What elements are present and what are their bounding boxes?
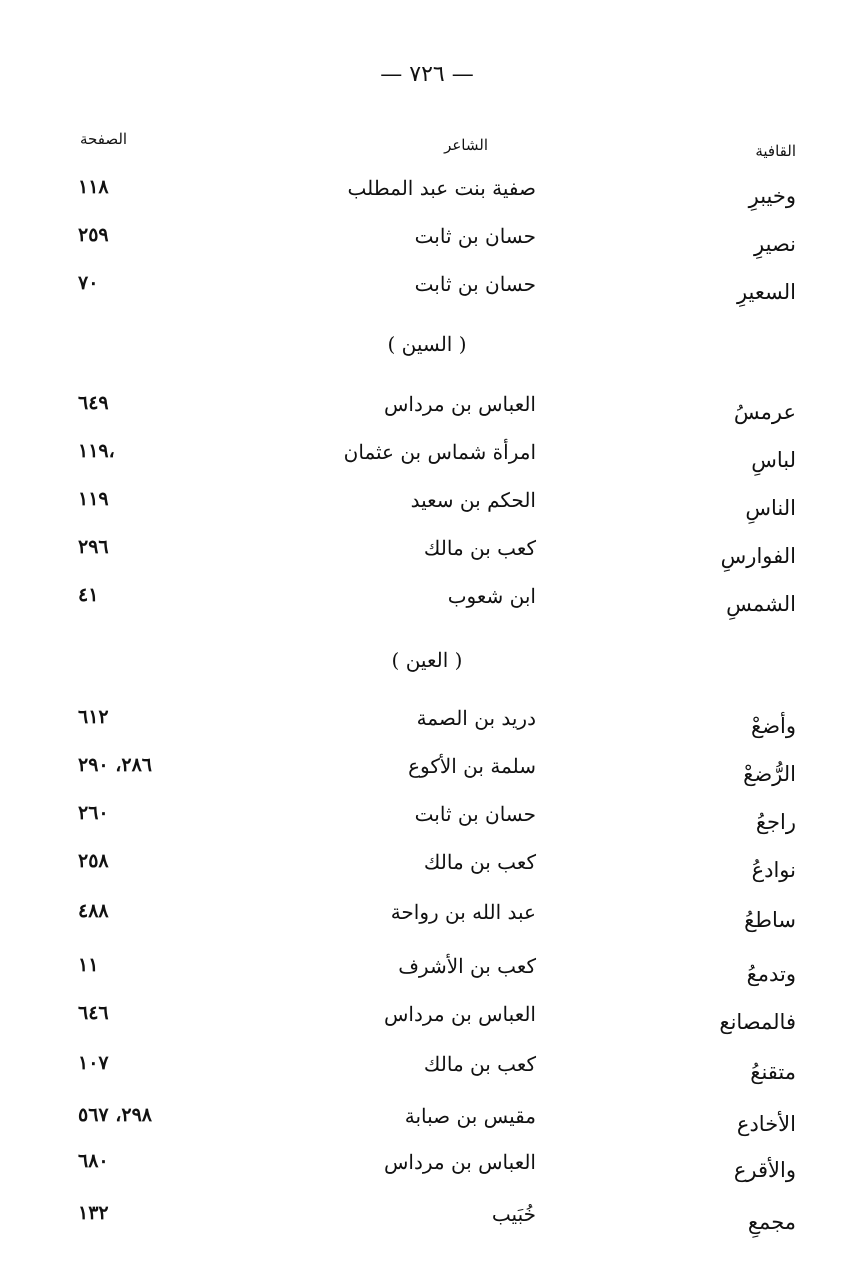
page-cell: ١١٩، <box>78 440 115 462</box>
rhyme-cell: فالمصانع <box>719 1010 796 1034</box>
table-row <box>0 1104 854 1144</box>
page-cell: ٦١٢ <box>78 706 109 728</box>
table-row <box>0 1150 854 1190</box>
table-row <box>0 1002 854 1042</box>
poet-cell: كعب بن مالك <box>423 1052 536 1076</box>
rhyme-cell: الشمسِ <box>726 592 796 616</box>
table-row <box>0 850 854 890</box>
table-row <box>0 440 854 480</box>
table-header <box>0 130 854 160</box>
page-cell: ٤٨٨ <box>78 900 109 922</box>
table-row <box>0 272 854 312</box>
poet-cell: دريد بن الصمة <box>416 706 536 730</box>
table-row <box>0 900 854 940</box>
rhyme-cell: مجمعِ <box>747 1210 796 1234</box>
section-title-seen: ( السين ) <box>387 332 467 356</box>
rhyme-cell: والأقرع <box>733 1158 796 1182</box>
poet-cell: كعب بن الأشرف <box>398 954 536 978</box>
poet-cell: الحكم بن سعيد <box>410 488 536 512</box>
page-cell: ١١ <box>78 954 99 976</box>
poet-cell: حسان بن ثابت <box>414 802 536 826</box>
page-cell: ٢٥٩ <box>78 224 109 246</box>
rhyme-cell: الأخادع <box>736 1112 796 1136</box>
page-cell: ٧٠ <box>78 272 99 294</box>
page-cell: ٦٤٩ <box>78 392 109 414</box>
page-cell: ٢٨٦، ٢٩٠ <box>78 754 152 776</box>
table-row <box>0 488 854 528</box>
poet-cell: مقيس بن صبابة <box>404 1104 536 1128</box>
header-page: الصفحة <box>80 130 128 148</box>
page-cell: ٢٥٨ <box>78 850 109 872</box>
table-row <box>0 954 854 994</box>
page-cell: ١١٩ <box>78 488 109 510</box>
page-cell: ١٠٧ <box>78 1052 109 1074</box>
poet-cell: كعب بن مالك <box>423 850 536 874</box>
page-cell: ١١٨ <box>78 176 109 198</box>
poet-cell: ابن شعوب <box>447 584 536 608</box>
rhyme-cell: لباسِ <box>751 448 796 472</box>
table-row <box>0 584 854 624</box>
page-cell: ٢٦٠ <box>78 802 109 824</box>
table-row <box>0 392 854 432</box>
table-row <box>0 802 854 842</box>
poet-cell: كعب بن مالك <box>423 536 536 560</box>
table-row <box>0 176 854 216</box>
rhyme-cell: راجعُ <box>755 810 796 834</box>
table-row <box>0 224 854 264</box>
rhyme-cell: الناسِ <box>745 496 796 520</box>
header-poet: الشاعر <box>444 136 488 154</box>
table-row <box>0 1202 854 1242</box>
rhyme-cell: نصيرِ <box>754 232 796 256</box>
rhyme-cell: ساطعُ <box>744 908 796 932</box>
page-cell: ٢٩٨، ٥٦٧ <box>78 1104 152 1126</box>
rhyme-cell: السعيرِ <box>736 280 796 304</box>
rhyme-cell: عرمسُ <box>733 400 796 424</box>
rhyme-cell: متقنعُ <box>750 1060 796 1084</box>
poet-cell: سلمة بن الأكوع <box>408 754 536 778</box>
page-number: — ٧٢٦ — <box>380 62 474 87</box>
page-cell: ٦٤٦ <box>78 1002 109 1024</box>
rhyme-cell: الفوارسِ <box>720 544 796 568</box>
table-row <box>0 536 854 576</box>
rhyme-cell: الرُّضعْ <box>743 762 796 786</box>
page-cell: ٤١ <box>78 584 99 606</box>
rhyme-cell: وتدمعُ <box>746 962 796 986</box>
poet-cell: امرأة شماس بن عثمان <box>343 440 536 464</box>
header-rhyme: القافية <box>755 142 796 160</box>
poet-cell: حسان بن ثابت <box>414 224 536 248</box>
table-row <box>0 754 854 794</box>
rhyme-cell: نوادعُ <box>751 858 796 882</box>
section-title-ayn: ( العين ) <box>391 648 463 672</box>
poet-cell: صفية بنت عبد المطلب <box>347 176 536 200</box>
table-row <box>0 1052 854 1092</box>
rhyme-cell: وخيبرِ <box>748 184 796 208</box>
poet-cell: العباس بن مرداس <box>384 1002 536 1026</box>
poet-cell: خُبَيب <box>491 1202 536 1226</box>
poet-cell: العباس بن مرداس <box>384 392 536 416</box>
poet-cell: عبد الله بن رواحة <box>390 900 536 924</box>
page-cell: ٢٩٦ <box>78 536 109 558</box>
poet-cell: حسان بن ثابت <box>414 272 536 296</box>
page-cell: ٦٨٠ <box>78 1150 109 1172</box>
table-row <box>0 706 854 746</box>
page-cell: ١٣٢ <box>78 1202 109 1224</box>
poet-cell: العباس بن مرداس <box>384 1150 536 1174</box>
rhyme-cell: وأضعْ <box>751 714 796 738</box>
